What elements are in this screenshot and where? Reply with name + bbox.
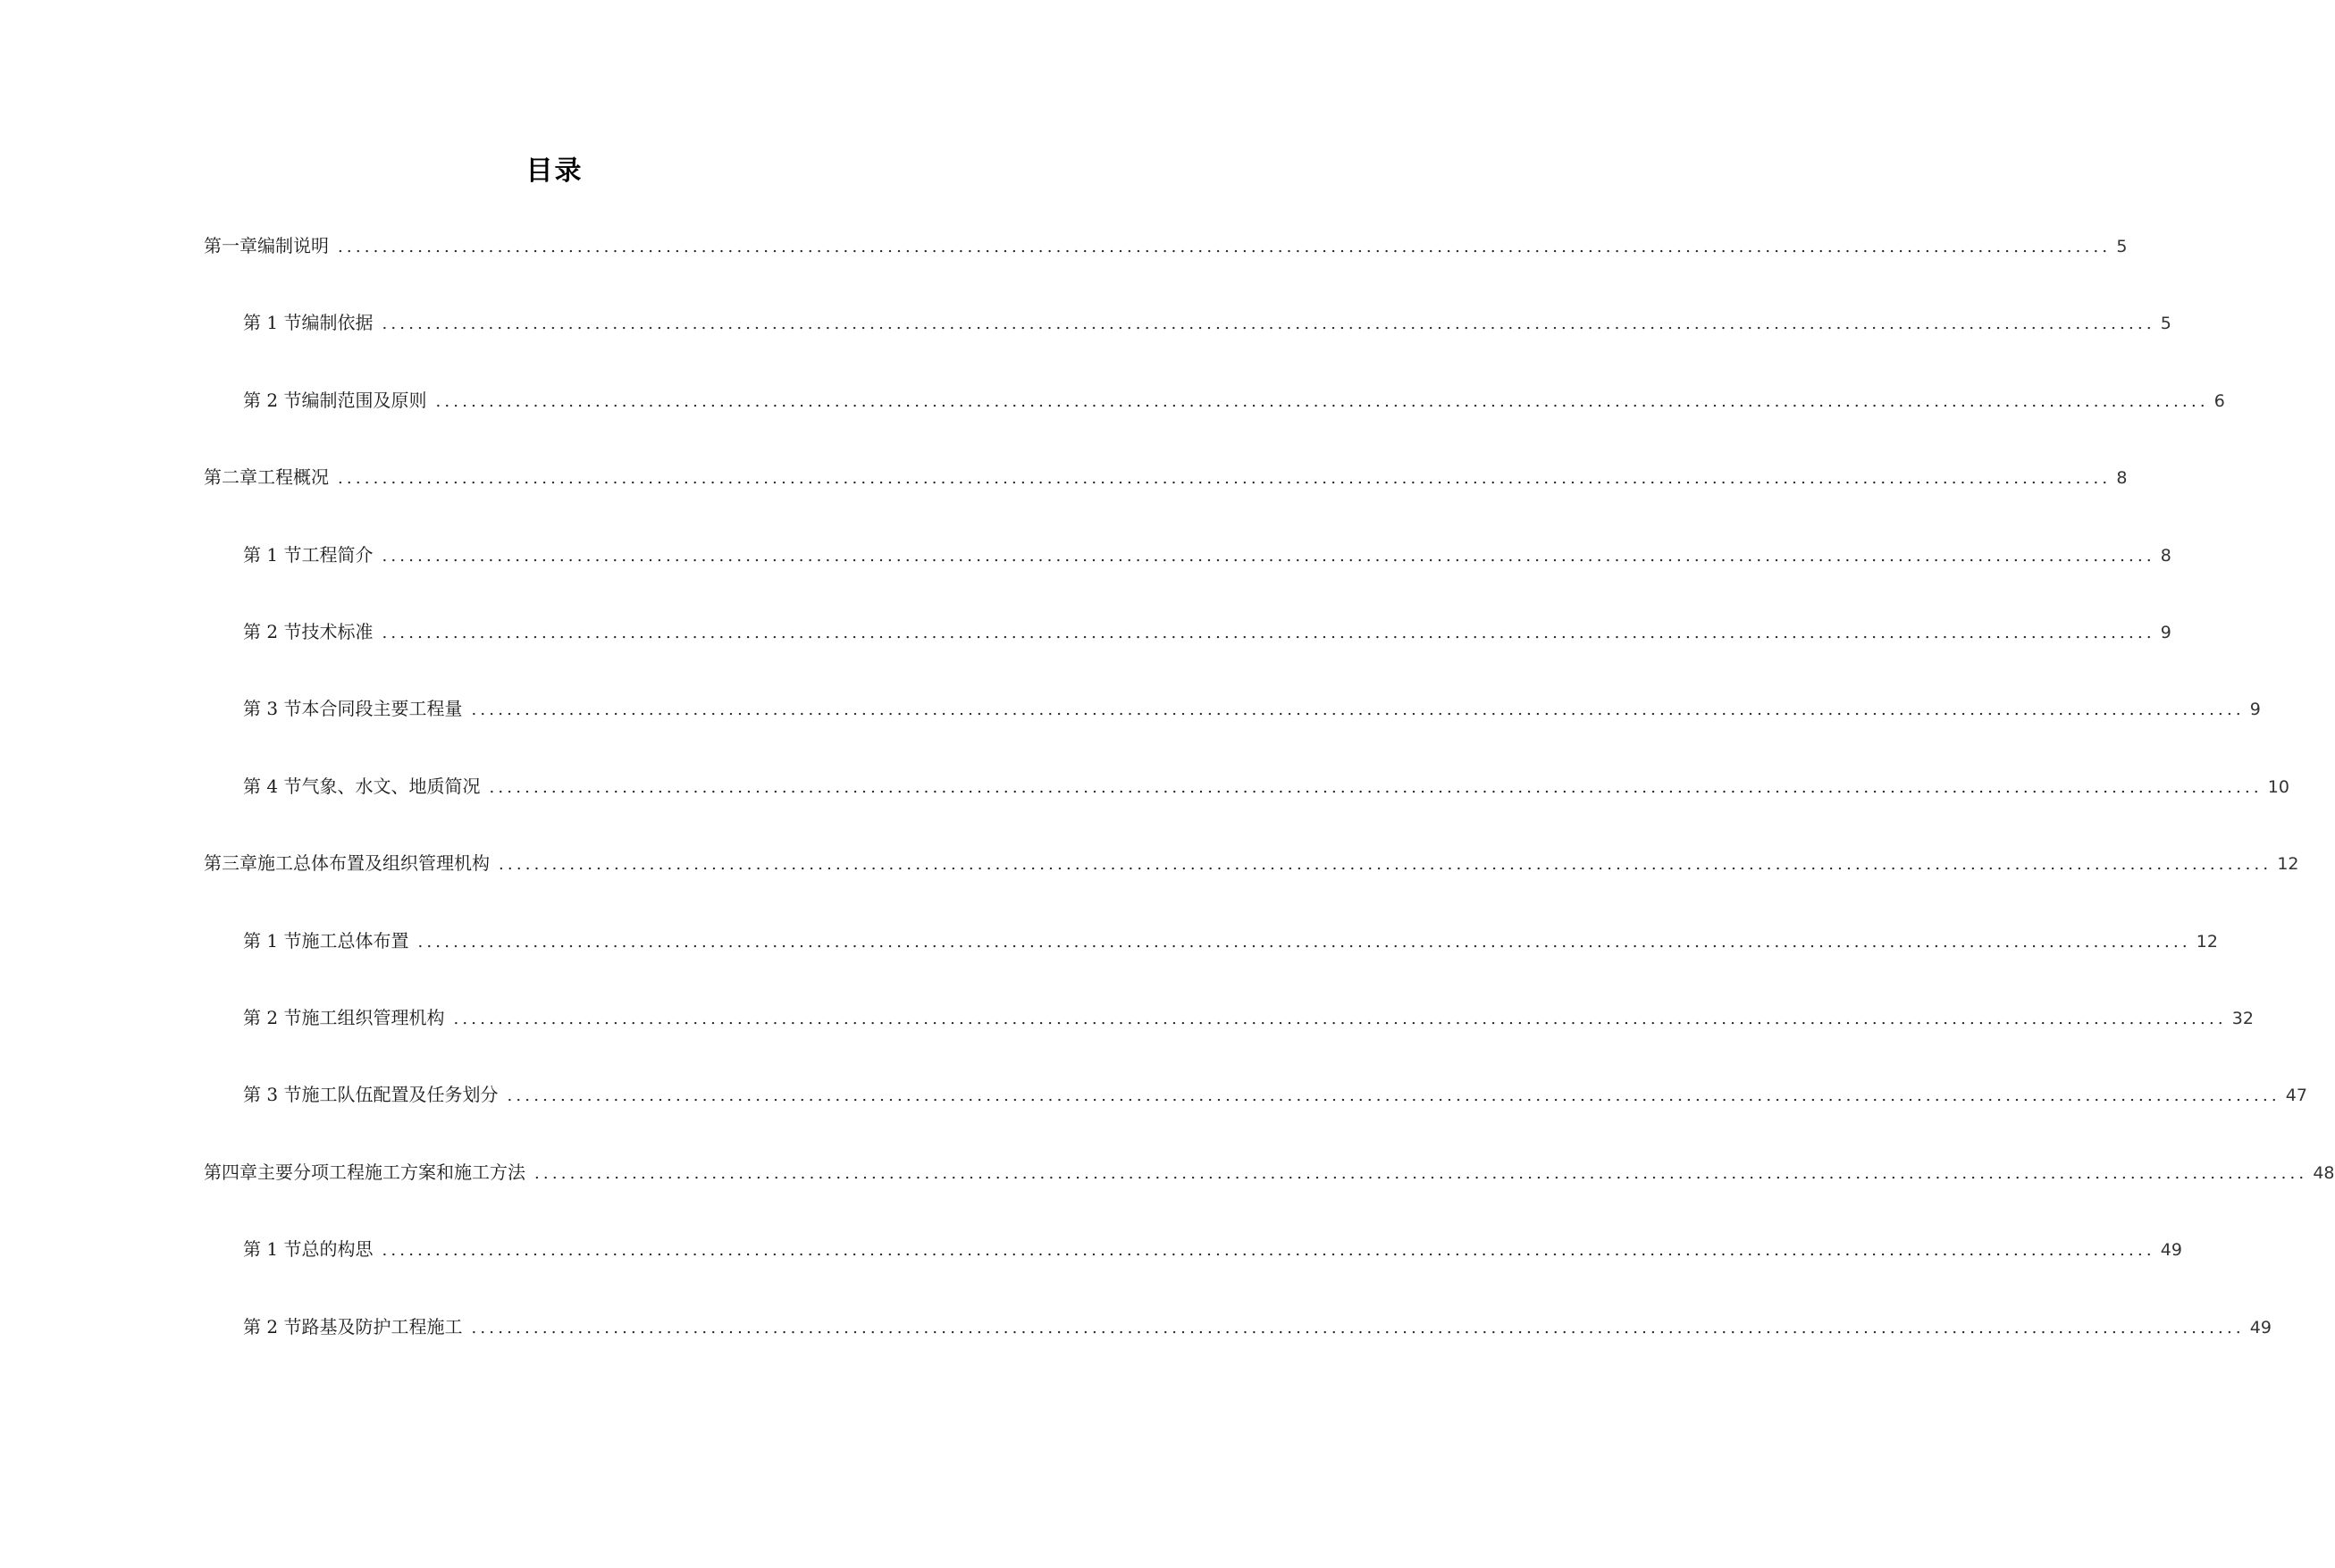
toc-entry-number: 第一章 <box>204 235 257 256</box>
toc-page-number: 12 <box>2196 931 2218 952</box>
toc-entry-title: 技术标准 <box>301 621 374 642</box>
toc-entry-number: 第 3 节 <box>243 1084 302 1106</box>
toc-entry-title: 施工队伍配置及任务划分 <box>301 1084 499 1106</box>
toc-page-number: 32 <box>2231 1009 2254 1028</box>
toc-page-number: 47 <box>2285 1086 2307 1106</box>
toc-entry-title: 工程简介 <box>301 543 374 566</box>
toc-entry-number: 第三章 <box>204 852 257 875</box>
toc-chapter-entry[interactable] <box>204 1156 2335 1188</box>
toc-entry-number: 第 4 节 <box>243 775 302 797</box>
toc-entry-number: 第 2 节 <box>243 1315 302 1337</box>
toc-section-entry[interactable] <box>243 306 2171 339</box>
page-title: 目录 <box>525 155 584 187</box>
toc-chapter-entry[interactable] <box>204 461 2128 493</box>
dot-leader: ........................................................................................................................................................................................................ <box>453 1010 2227 1028</box>
toc-entry-title: 工程概况 <box>257 466 329 489</box>
toc-section-entry[interactable] <box>243 1233 2182 1265</box>
dot-leader: ........................................................................................................................................................................................................ <box>338 469 2112 489</box>
toc-chapter-entry[interactable] <box>204 847 2299 879</box>
toc-page-number: 10 <box>2267 776 2289 797</box>
toc-entry-title: 总的构思 <box>301 1238 374 1261</box>
toc-page-number: 5 <box>2160 314 2171 334</box>
toc-entry-title: 编制依据 <box>301 312 374 334</box>
dot-leader: ........................................................................................................................................................................................................ <box>534 1163 2308 1183</box>
toc-page-number: 8 <box>2160 545 2171 566</box>
dot-leader: ........................................................................................................................................................................................................ <box>499 855 2272 875</box>
toc-entry-number: 第二章 <box>204 466 257 489</box>
toc-section-entry[interactable] <box>243 1002 2254 1034</box>
dot-leader: ........................................................................................................................................................................................................ <box>338 238 2112 256</box>
dot-leader: ........................................................................................................................................................................................................ <box>382 314 2155 334</box>
toc-page-number: 12 <box>2277 854 2299 875</box>
toc-section-entry[interactable] <box>243 1311 2272 1343</box>
toc-chapter-entry[interactable] <box>204 230 2128 262</box>
toc-entry-number: 第 1 节 <box>243 929 302 952</box>
dot-leader: ........................................................................................................................................................................................................ <box>382 1241 2155 1261</box>
toc-section-entry[interactable] <box>243 384 2225 416</box>
toc-entry-title: 本合同段主要工程量 <box>301 698 463 720</box>
toc-entry-title: 主要分项工程施工方案和施工方法 <box>257 1161 525 1183</box>
toc-section-entry[interactable] <box>243 692 2261 725</box>
dot-leader: ........................................................................................................................................................................................................ <box>417 932 2191 952</box>
toc-entry-title: 编制说明 <box>257 235 329 256</box>
dot-leader: ........................................................................................................................................................................................................ <box>435 391 2209 411</box>
dot-leader: ........................................................................................................................................................................................................ <box>382 546 2155 566</box>
toc-page-number: 49 <box>2249 1317 2272 1337</box>
toc-entry-title: 编制范围及原则 <box>301 389 427 411</box>
dot-leader: ........................................................................................................................................................................................................ <box>489 777 2263 797</box>
toc-page-number: 5 <box>2116 237 2128 256</box>
toc-entry-number: 第 2 节 <box>243 621 302 642</box>
toc-entry-number: 第 3 节 <box>243 698 302 720</box>
toc-entry-title: 施工总体布置 <box>301 929 409 952</box>
toc-section-entry[interactable] <box>243 770 2289 802</box>
toc-page-number: 6 <box>2213 390 2225 411</box>
dot-leader: ........................................................................................................................................................................................................ <box>382 624 2155 642</box>
toc-page-number: 9 <box>2249 700 2261 720</box>
toc-page-number: 49 <box>2160 1240 2182 1261</box>
toc-entry-number: 第 1 节 <box>243 312 302 334</box>
toc-entry-title: 施工组织管理机构 <box>301 1007 445 1028</box>
toc-entry-number: 第 2 节 <box>243 389 302 411</box>
toc-entry-number: 第 2 节 <box>243 1007 302 1028</box>
dot-leader: ........................................................................................................................................................................................................ <box>507 1086 2280 1106</box>
dot-leader: ........................................................................................................................................................................................................ <box>471 700 2245 720</box>
toc-page-number: 48 <box>2313 1162 2335 1183</box>
toc-page-number: 8 <box>2116 468 2128 489</box>
toc-section-entry[interactable] <box>243 616 2171 648</box>
toc-section-entry[interactable] <box>243 925 2218 957</box>
toc-entry-title: 路基及防护工程施工 <box>301 1315 463 1337</box>
toc-entry-number: 第 1 节 <box>243 1238 302 1261</box>
toc-entry-number: 第四章 <box>204 1161 257 1183</box>
toc-entry-number: 第 1 节 <box>243 543 302 566</box>
dot-leader: ........................................................................................................................................................................................................ <box>471 1318 2245 1337</box>
toc-page-number: 9 <box>2160 623 2171 642</box>
toc-entry-title: 施工总体布置及组织管理机构 <box>257 852 490 875</box>
toc-section-entry[interactable] <box>243 1078 2307 1111</box>
toc-section-entry[interactable] <box>243 539 2171 571</box>
toc-entry-title: 气象、水文、地质简况 <box>301 775 481 797</box>
